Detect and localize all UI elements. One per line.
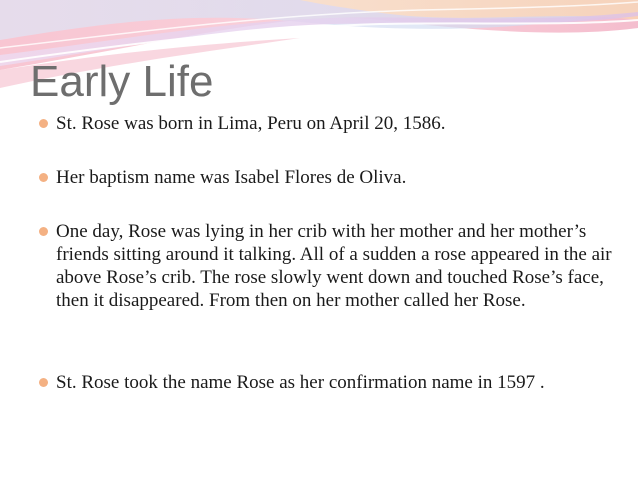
bullet-item: [38, 112, 626, 135]
bullet-marker-icon: [39, 119, 48, 128]
bullet-item: [38, 220, 616, 312]
slide-title: Early Life: [30, 57, 214, 106]
bullet-text: One day, Rose was lying in her crib with her mother and her mother’s friends sitting around it talking. All of a sudden a rose appeared in the air above Rose’s crib. The rose slowly went down and touched Rose’s face, then it disappeared. From then on her mother called her Rose.: [56, 221, 612, 311]
bullet-text: St. Rose took the name Rose as her confirmation name in 1597 .: [56, 372, 545, 393]
bullet-item: [38, 369, 616, 396]
bullet-text: St. Rose was born in Lima, Peru on April 20, 1586.: [56, 113, 446, 134]
bullet-text: Her baptism name was Isabel Flores de Oliva.: [56, 167, 407, 188]
bullet-marker-icon: [39, 378, 48, 387]
bullet-item: [38, 166, 626, 189]
bullet-marker-icon: [39, 173, 48, 182]
bullet-marker-icon: [39, 227, 48, 236]
